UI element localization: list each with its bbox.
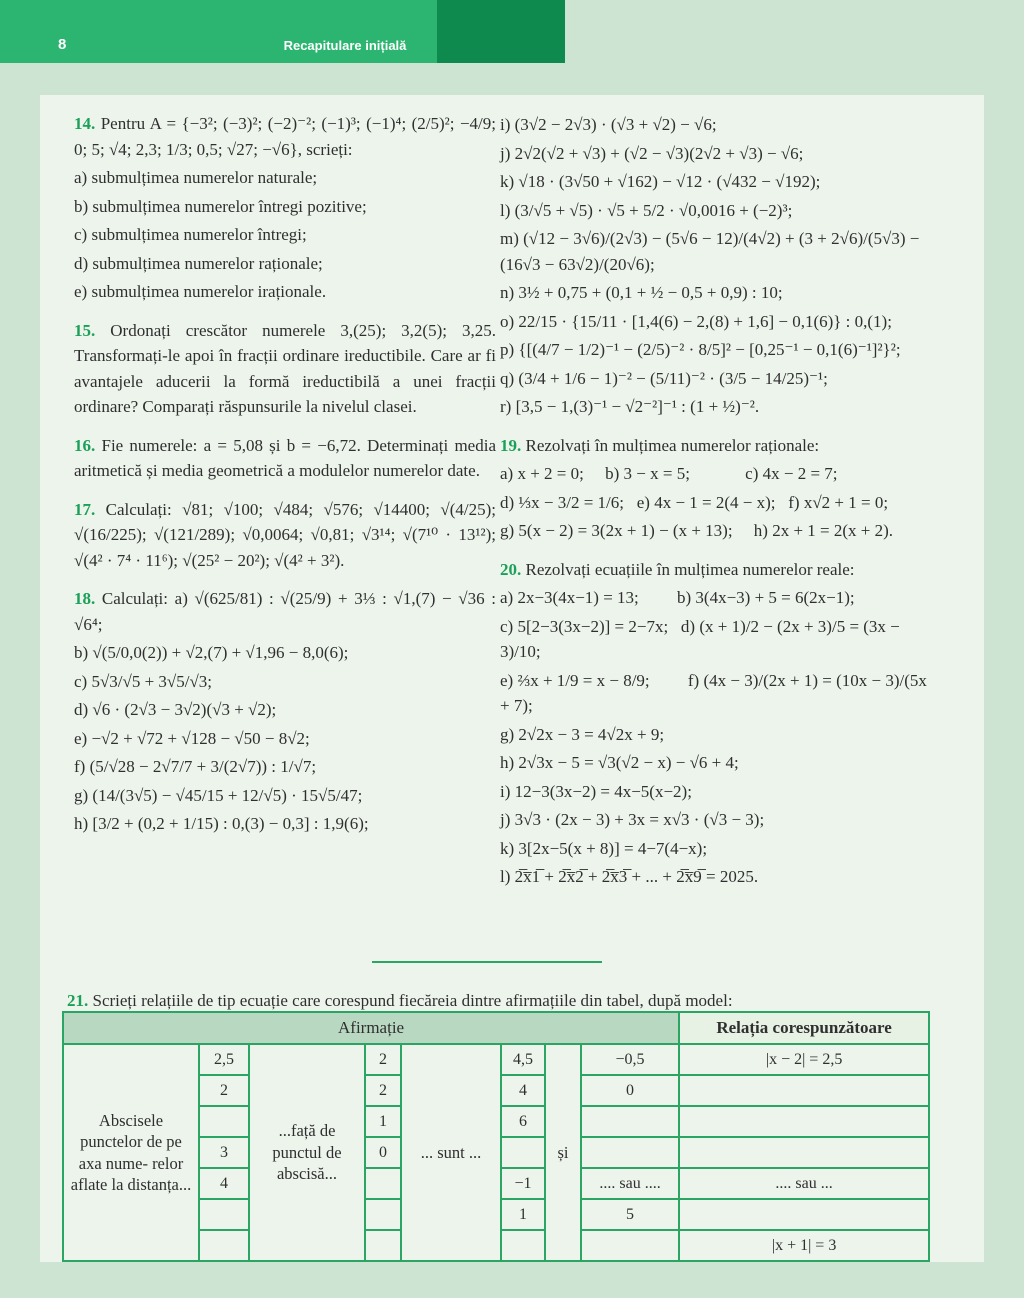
table-cell-c6-r5: −1 bbox=[501, 1168, 545, 1199]
exercise-18-item-f: f) (5/√28 − 2√7/7 + 3/(2√7)) : 1/√7; bbox=[74, 757, 317, 776]
table-cell-relation-r3 bbox=[679, 1106, 929, 1137]
exercise-19-line-2: d) ⅓x − 3/2 = 1/6; e) 4x − 1 = 2(4 − x); f) x√2 + 1 = 0; bbox=[500, 492, 889, 512]
exercise-18-item-j: j) 2√2(√2 + √3) + (√2 − √3)(2√2 + √3) − √6; bbox=[500, 143, 804, 163]
table-cell-c2-r6 bbox=[199, 1199, 249, 1230]
exercise-21 bbox=[67, 991, 959, 1011]
exercise-19 bbox=[500, 433, 940, 459]
table-cell-c4-r6 bbox=[365, 1199, 401, 1230]
exercise-15-text: Ordonați crescător numerele 3,(25); 3,2(5); 3,25. Transformați-le apoi în fracții ordinare ireductibile. Care ar fi avantajele aducerii la formă ireductibilă a unei fracții ordinare? Comparați răspunsurile la nivelul clasei. bbox=[74, 320, 497, 416]
exercise-15-number: 15. bbox=[74, 320, 96, 340]
content-panel bbox=[40, 95, 984, 1262]
table-cell-relation-r1: |x − 2| = 2,5 bbox=[679, 1044, 929, 1075]
exercise-18-item-p: p) {[(4/7 − 1/2)⁻¹ − (2/5)⁻² · 8/5]² − [0,25⁻¹ − 0,1(6)⁻¹]²}²; bbox=[500, 340, 901, 359]
exercise-17 bbox=[74, 497, 496, 574]
exercise-20-line-g: g) 2√2x − 3 = 4√2x + 9; bbox=[500, 724, 665, 744]
table-cell-relation-r4 bbox=[679, 1137, 929, 1168]
chapter-title: Recapitulare inițială bbox=[283, 38, 407, 53]
table-label-sunt: ... sunt ... bbox=[401, 1044, 501, 1261]
table-cell-c8-r4 bbox=[581, 1137, 679, 1168]
exercise-18-item-m: m) (√12 − 3√6)/(2√3) − (5√6 − 12)/(4√2) + (3 + 2√6)/(5√3) − (16√3 − 63√2)/(20√6); bbox=[500, 229, 920, 274]
table-header-row bbox=[63, 1012, 929, 1044]
exercise-18-item-l: l) (3/√5 + √5) · √5 + 5/2 · √0,0016 + (−2)³; bbox=[500, 200, 793, 220]
exercise-18-item-i: i) (3√2 − 2√3) · (√3 + √2) − √6; bbox=[500, 115, 717, 134]
exercise-21-number: 21. bbox=[67, 991, 89, 1010]
page-number: 8 bbox=[58, 36, 67, 53]
table-cell-c6-r4 bbox=[501, 1137, 545, 1168]
exercise-14-item-e: e) submulțimea numerelor iraționale. bbox=[74, 282, 327, 301]
exercise-20-line-ef: e) ⅔x + 1/9 = x − 8/9; f) (4x − 3)/(2x + 1) = (10x − 3)/(5x + 7); bbox=[500, 670, 927, 715]
exercise-18-item-n: n) 3½ + 0,75 + (0,1 + ½ − 0,5 + 0,9) : 10; bbox=[500, 283, 783, 302]
exercise-16-text: Fie numerele: a = 5,08 și b = −6,72. Determinați media aritmetică și media geometrică a modulelor numerelor date. bbox=[74, 435, 496, 480]
exercise-19-intro: Rezolvați în mulțimea numerelor raționale: bbox=[525, 435, 820, 455]
exercise-20-line-ab: a) 2x−3(4x−1) = 13; b) 3(4x−3) + 5 = 6(2x−1); bbox=[500, 588, 855, 607]
exercise-21-text: Scrieți relațiile de tip ecuație care corespund fiecăreia dintre afirmațiile din tabel, după model: bbox=[92, 991, 733, 1010]
table-cell-c4-r5 bbox=[365, 1168, 401, 1199]
table-cell-c4-r2: 2 bbox=[365, 1075, 401, 1106]
exercise-18-item-e: e) −√2 + √72 + √128 − √50 − 8√2; bbox=[74, 728, 310, 748]
table-cell-c6-r2: 4 bbox=[501, 1075, 545, 1106]
right-column bbox=[500, 109, 940, 893]
table-cell-c8-r5: .... sau .... bbox=[581, 1168, 679, 1199]
exercise-21-table-wrapper bbox=[62, 1011, 930, 1262]
exercise-14-item-d: d) submulțimea numerelor raționale; bbox=[74, 253, 323, 273]
table-cell-relation-r7: |x + 1| = 3 bbox=[679, 1230, 929, 1261]
table-cell-c8-r6: 5 bbox=[581, 1199, 679, 1230]
table-cell-c4-r7 bbox=[365, 1230, 401, 1261]
table-cell-c2-r4: 3 bbox=[199, 1137, 249, 1168]
table-cell-c2-r1: 2,5 bbox=[199, 1044, 249, 1075]
exercise-18-item-c: c) 5√3/√5 + 3√5/√3; bbox=[74, 671, 213, 691]
exercise-20-number: 20. bbox=[500, 559, 522, 579]
exercise-16-number: 16. bbox=[74, 435, 96, 455]
exercise-18-item-b: b) √(5/0,0(2)) + √2,(7) + √1,96 − 8,0(6); bbox=[74, 643, 349, 662]
table-cell-c6-r7 bbox=[501, 1230, 545, 1261]
table-cell-c4-r4: 0 bbox=[365, 1137, 401, 1168]
exercise-20-line-j: j) 3√3 · (2x − 3) + 3x = x√3 · (√3 − 3); bbox=[500, 810, 765, 829]
table-cell-c4-r1: 2 bbox=[365, 1044, 401, 1075]
exercise-14-intro: Pentru A = {−3²; (−3)²; (−2)⁻²; (−1)³; (−1)⁴; (2/5)²; −4/9; 0; 5; √4; 2,3; 1/3; 0,5; √27; −√6}, scrieți: bbox=[74, 114, 496, 159]
left-column bbox=[74, 109, 496, 840]
table-cell-c6-r3: 6 bbox=[501, 1106, 545, 1137]
exercise-16 bbox=[74, 433, 496, 484]
table-label-si: și bbox=[545, 1044, 581, 1261]
table-cell-c8-r2: 0 bbox=[581, 1075, 679, 1106]
exercise-14-item-a: a) submulțimea numerelor naturale; bbox=[74, 168, 318, 187]
exercise-20-line-k: k) 3[2x−5(x + 8)] = 4−7(4−x); bbox=[500, 838, 708, 858]
exercise-15 bbox=[74, 318, 496, 420]
table-cell-c8-r7 bbox=[581, 1230, 679, 1261]
table-cell-relation-r5: .... sau ... bbox=[679, 1168, 929, 1199]
table-row bbox=[63, 1044, 929, 1075]
exercise-18-item-h: h) [3/2 + (0,2 + 1/15) : 0,(3) − 0,3] : 1,9(6); bbox=[74, 814, 369, 833]
exercise-14-number: 14. bbox=[74, 114, 96, 133]
exercise-20-line-h: h) 2√3x − 5 = √3(√2 − x) − √6 + 4; bbox=[500, 753, 739, 772]
table-cell-c6-r1: 4,5 bbox=[501, 1044, 545, 1075]
table-cell-c8-r3 bbox=[581, 1106, 679, 1137]
exercise-14 bbox=[74, 111, 496, 162]
table-header-relatia: Relația corespunzătoare bbox=[679, 1012, 929, 1044]
exercise-17-number: 17. bbox=[74, 499, 96, 519]
exercise-20-line-i: i) 12−3(3x−2) = 4x−5(x−2); bbox=[500, 781, 692, 801]
table-cell-c2-r7 bbox=[199, 1230, 249, 1261]
exercise-18 bbox=[74, 586, 496, 637]
table-cell-c2-r3 bbox=[199, 1106, 249, 1137]
table-cell-c6-r6: 1 bbox=[501, 1199, 545, 1230]
table-label-fata-de: ...față de punctul de abscisă... bbox=[249, 1044, 365, 1261]
exercise-18-item-q: q) (3/4 + 1/6 − 1)⁻² − (5/11)⁻² · (3/5 − 14/25)⁻¹; bbox=[500, 368, 828, 388]
exercise-18-item-d: d) √6 · (2√3 − 3√2)(√3 + √2); bbox=[74, 700, 277, 719]
exercise-18-intro: Calculați: a) √(625/81) : √(25/9) + 3⅓ : √1,(7) − √36 : √6⁴; bbox=[74, 589, 496, 634]
exercise-19-line-1: a) x + 2 = 0; b) 3 − x = 5; c) 4x − 2 = 7; bbox=[500, 464, 838, 483]
exercise-20-line-l: l) 2̅x̅1̅ + 2̅x̅2̅ + 2̅x̅3̅ + ... + 2̅x̅9̅ = 2025. bbox=[500, 867, 759, 886]
exercise-18-number: 18. bbox=[74, 589, 96, 608]
exercise-20 bbox=[500, 557, 940, 583]
table-cell-c8-r1: −0,5 bbox=[581, 1044, 679, 1075]
exercise-19-line-3: g) 5(x − 2) = 3(2x + 1) − (x + 13); h) 2x + 1 = 2(x + 2). bbox=[500, 521, 894, 540]
table-label-distanta: Abscisele punctelor de pe axa nume- relor aflate la distanța... bbox=[63, 1044, 199, 1261]
exercise-19-number: 19. bbox=[500, 435, 522, 455]
table-cell-c4-r3: 1 bbox=[365, 1106, 401, 1137]
exercise-20-line-cd: c) 5[2−3(3x−2)] = 2−7x; d) (x + 1)/2 − (2x + 3)/5 = (3x − 3)/10; bbox=[500, 616, 900, 661]
table-header-afirmatie: Afirmație bbox=[63, 1012, 679, 1044]
page-header-bar bbox=[0, 0, 437, 63]
exercise-14-item-c: c) submulțimea numerelor întregi; bbox=[74, 225, 307, 244]
exercise-21-table bbox=[62, 1011, 930, 1262]
exercise-18-item-o: o) 22/15 · {15/11 · [1,4(6) − 2,(8) + 1,6] − 0,1(6)} : 0,(1); bbox=[500, 311, 892, 331]
table-cell-relation-r2 bbox=[679, 1075, 929, 1106]
exercise-20-intro: Rezolvați ecuațiile în mulțimea numerelor reale: bbox=[525, 559, 855, 579]
exercise-14-item-b: b) submulțimea numerelor întregi pozitive; bbox=[74, 196, 367, 216]
exercise-18-item-g: g) (14/(3√5) − √45/15 + 12/√5) · 15√5/47; bbox=[74, 785, 363, 805]
table-cell-relation-r6 bbox=[679, 1199, 929, 1230]
table-cell-c2-r2: 2 bbox=[199, 1075, 249, 1106]
table-cell-c2-r5: 4 bbox=[199, 1168, 249, 1199]
exercise-18-item-k: k) √18 · (3√50 + √162) − √12 · (√432 − √192); bbox=[500, 172, 821, 191]
header-accent-block bbox=[437, 0, 565, 63]
exercise-17-text: Calculați: √81; √100; √484; √576; √14400; √(4/25); √(16/225); √(121/289); √0,0064; √0,81; √3¹⁴; √(7¹⁰ · 13¹²); √(4² · 7⁴ · 11⁶); √(25² − 20²); √(4² + 3²). bbox=[74, 499, 496, 570]
exercise-18-item-r: r) [3,5 − 1,(3)⁻¹ − √2⁻²]⁻¹ : (1 + ½)⁻². bbox=[500, 397, 760, 416]
section-divider-rule bbox=[372, 961, 602, 963]
